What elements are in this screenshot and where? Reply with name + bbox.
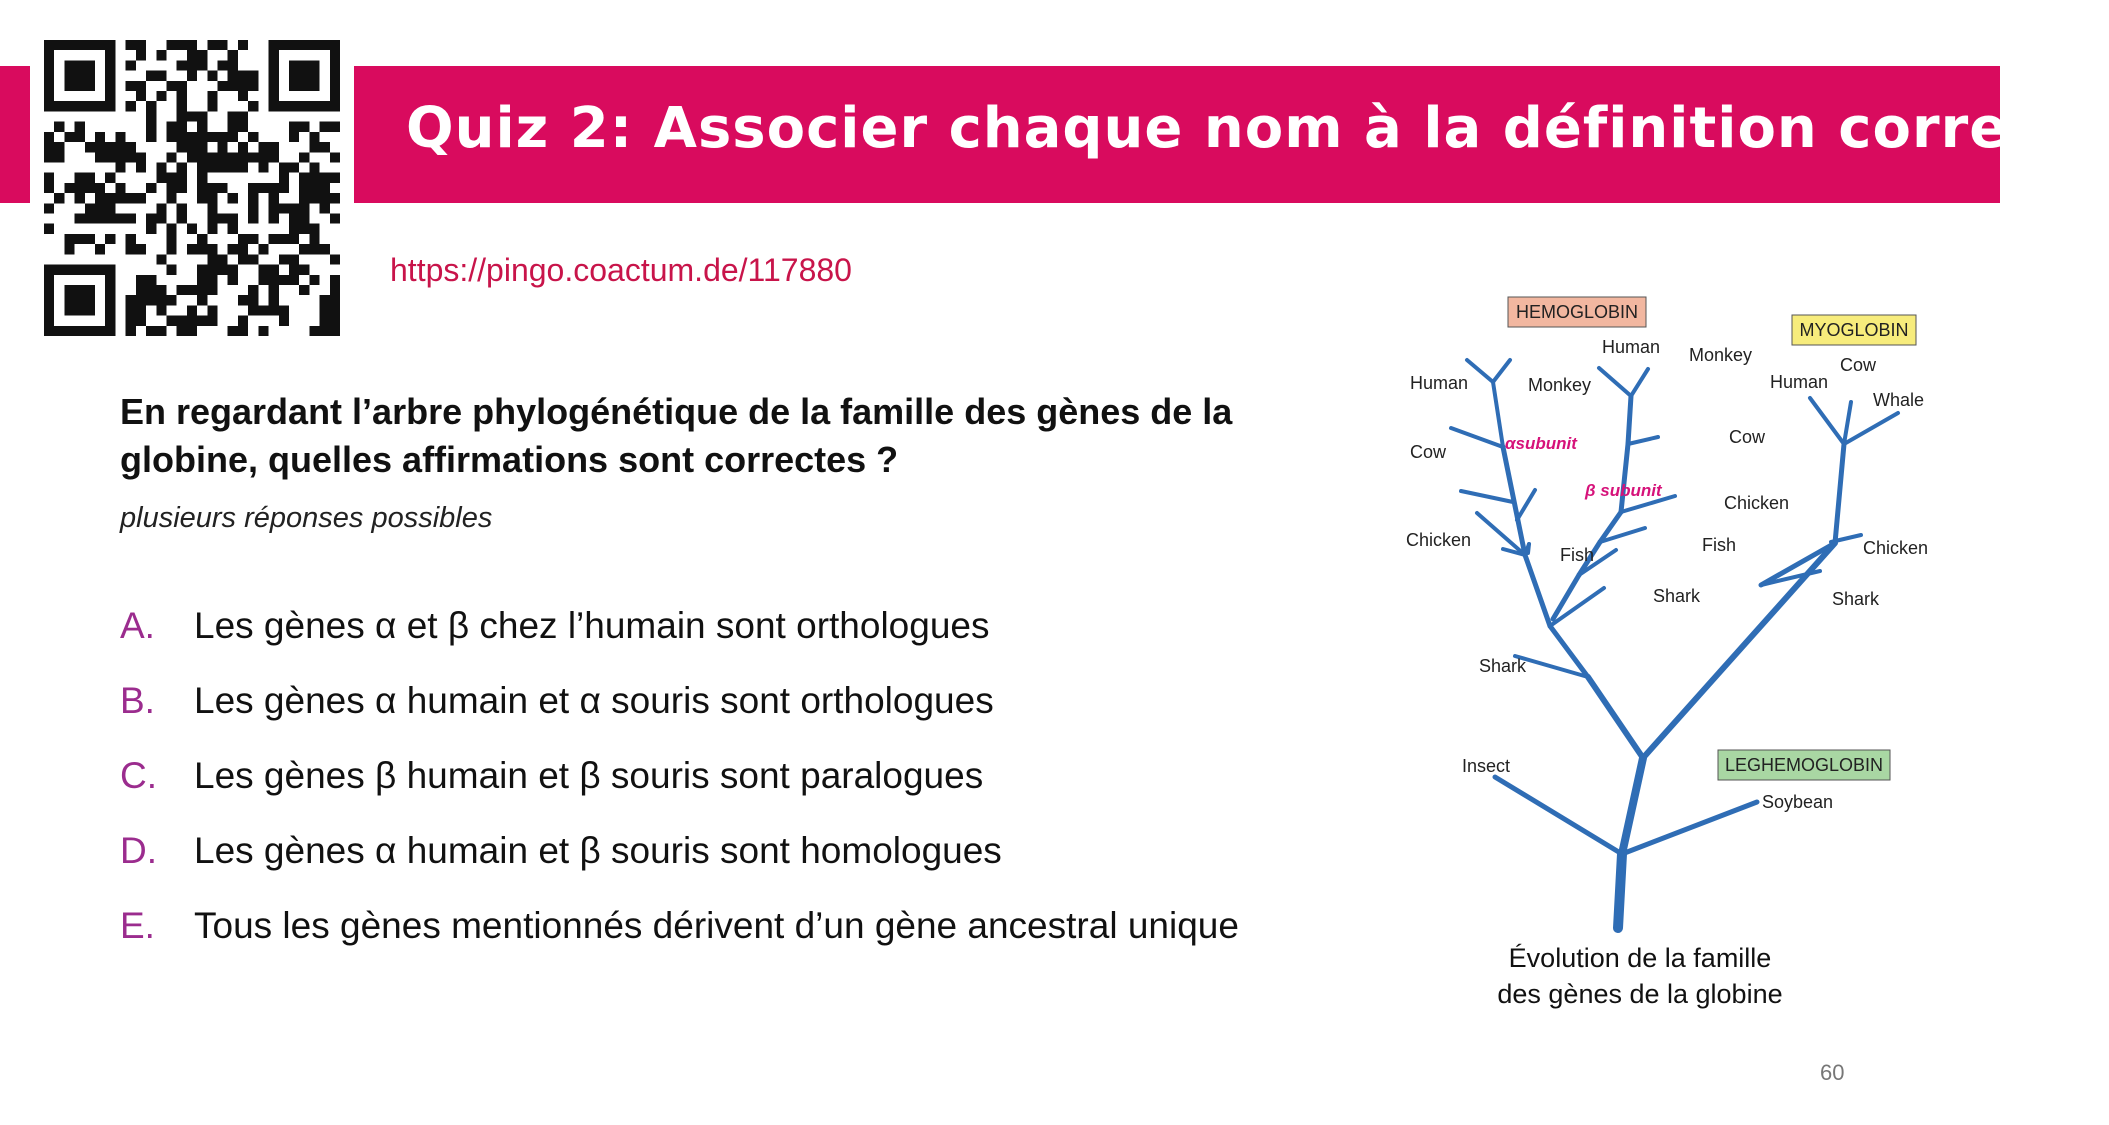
caption-line-1: Évolution de la famille — [1508, 943, 1772, 973]
option-letter: A. — [120, 605, 155, 646]
option-text: Tous les gènes mentionnés dérivent d’un gène ancestral unique — [194, 905, 1239, 946]
page-number: 60 — [1820, 1060, 1845, 1085]
myoglobin-label: MYOGLOBIN — [1799, 320, 1909, 340]
alpha-subunit-label: αsubunit — [1505, 434, 1577, 453]
leaf-alpha-monkey: Monkey — [1528, 375, 1592, 395]
beta-subunit-label: β subunit — [1585, 481, 1662, 500]
leaf-beta-monkey: Monkey — [1689, 345, 1753, 365]
option-d — [120, 830, 1239, 905]
phylogenetic-tree — [1395, 280, 1929, 940]
leaf-myo-shark: Shark — [1832, 589, 1880, 609]
option-letter: E. — [120, 905, 155, 946]
qr-code[interactable] — [44, 40, 340, 336]
option-letter: C. — [120, 755, 157, 796]
option-text: Les gènes α humain et α souris sont orthologues — [194, 680, 994, 721]
option-text: Les gènes β humain et β souris sont paralogues — [194, 755, 984, 796]
leaf-beta-fish: Fish — [1702, 535, 1737, 555]
leaf-soybean: Soybean — [1762, 792, 1834, 812]
option-text: Les gènes α humain et β souris sont homologues — [194, 830, 1002, 871]
leaf-beta-human: Human — [1602, 337, 1661, 357]
answer-options — [120, 605, 1239, 980]
leaf-myo-whale: Whale — [1873, 390, 1925, 410]
leaf-myo-chicken: Chicken — [1863, 538, 1929, 558]
question-text: En regardant l’arbre phylogénétique de la famille des gènes de la globine, quelles affirmations sont correctes ? — [120, 391, 1233, 480]
option-letter: B. — [120, 680, 155, 721]
leaf-beta-shark: Shark — [1653, 586, 1701, 606]
leaf-alpha-cow: Cow — [1410, 442, 1447, 462]
option-text: Les gènes α et β chez l’humain sont orthologues — [194, 605, 990, 646]
leaf-beta-chicken: Chicken — [1724, 493, 1790, 513]
hemoglobin-label: HEMOGLOBIN — [1515, 302, 1639, 322]
quiz-link[interactable]: https://pingo.coactum.de/117880 — [390, 252, 852, 288]
leaf-alpha-fish: Fish — [1560, 545, 1595, 565]
figure-caption — [1430, 940, 1850, 1012]
leaf-myo-cow: Cow — [1840, 355, 1877, 375]
leaf-alpha-chicken: Chicken — [1406, 530, 1472, 550]
option-b — [120, 680, 1239, 755]
question-hint: plusieurs réponses possibles — [120, 502, 493, 534]
leaf-alpha-human: Human — [1410, 373, 1469, 393]
leaf-myo-human: Human — [1770, 372, 1829, 392]
leghemoglobin-label: LEGHEMOGLOBIN — [1724, 755, 1884, 775]
leaf-alpha-shark: Shark — [1479, 656, 1527, 676]
caption-line-2: des gènes de la globine — [1497, 979, 1783, 1009]
option-c — [120, 755, 1239, 830]
header-band-left — [0, 66, 30, 203]
leaf-insect: Insect — [1462, 756, 1511, 776]
page-title: Quiz 2: Associer chaque nom à la définition correcte — [406, 96, 2109, 161]
leaf-beta-cow: Cow — [1729, 427, 1766, 447]
option-e — [120, 905, 1239, 980]
option-a — [120, 605, 1239, 680]
option-letter: D. — [120, 830, 157, 871]
